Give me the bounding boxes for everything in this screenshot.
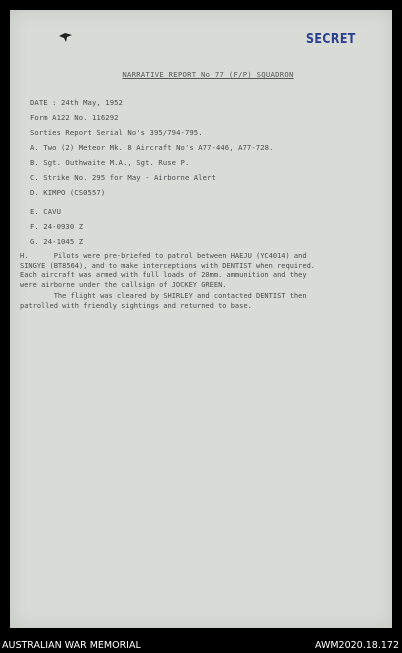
takeoff-time-line: F. 24-0930 Z xyxy=(30,222,84,231)
aircraft-line: A. Two (2) Meteor Mk. 8 Aircraft No's A77-446, A77-728. xyxy=(30,143,274,152)
document-page xyxy=(10,10,392,628)
landing-time-line: G. 24-1045 Z xyxy=(30,237,84,246)
strike-line: C. Strike No. 295 for May - Airborne Alert xyxy=(30,173,216,182)
report-title: NARRATIVE REPORT No 77 (F/P) SQUADRON xyxy=(122,70,294,79)
date-line: DATE : 24th May, 1952 xyxy=(30,98,123,107)
narrative-paragraph-h: H. Pilots were pre-briefed to patrol between HAEJU (YC4014) and SINGYE (BT8564), and to make interceptions with DENTIST when required. Each aircraft was armed with full loads of 20mm. ammunition and they were airborne under the callsign of JOCKEY GREEN. xyxy=(20,252,316,289)
footer-accession-number: AWM2020.18.172 xyxy=(314,640,399,651)
form-line: Form A122 No. 116292 xyxy=(30,113,119,122)
handwritten-mark-icon xyxy=(58,30,74,44)
footer-institution: AUSTRALIAN WAR MEMORIAL xyxy=(2,640,141,651)
sorties-line: Sorties Report Serial No's 395/794-795. xyxy=(30,128,203,137)
weather-line: E. CAVU xyxy=(30,207,61,216)
narrative-paragraph-2: The flight was cleared by SHIRLEY and contacted DENTIST then patrolled with friendly sightings and returned to base. xyxy=(20,292,307,310)
pilots-line: B. Sgt. Outhwaite M.A., Sgt. Ruse P. xyxy=(30,158,190,167)
base-line: D. KIMPO (CS0557) xyxy=(30,188,106,197)
secret-stamp: SECRET xyxy=(306,32,356,47)
